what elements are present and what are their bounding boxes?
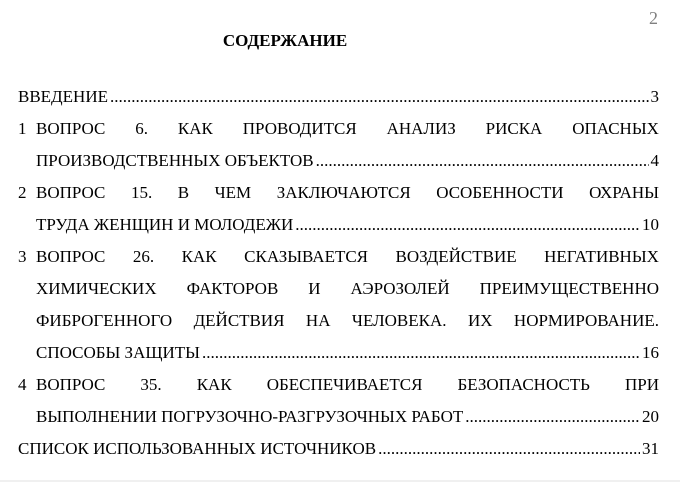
- dot-leader: [110, 84, 649, 110]
- toc-word: ОПАСНЫХ: [572, 119, 659, 138]
- toc-word: ХИМИЧЕСКИХ: [36, 279, 157, 298]
- toc-word: АНАЛИЗ: [386, 119, 456, 138]
- toc-entry-last-line: [18, 148, 659, 180]
- toc-word: ОХРАНЫ: [589, 183, 659, 202]
- dot-leader: [202, 340, 640, 366]
- toc-word: 6.: [135, 119, 149, 138]
- dot-leader: [465, 404, 640, 430]
- toc-page-number: 10: [642, 215, 659, 234]
- toc-entry-line: [18, 244, 659, 276]
- toc-word: НЕГАТИВНЫХ: [544, 247, 659, 266]
- toc-entry-text: СПОСОБЫ ЗАЩИТЫ: [36, 343, 200, 362]
- toc-entry-text: ВВЕДЕНИЕ: [18, 87, 108, 106]
- toc-word: 15.: [130, 183, 153, 202]
- toc-entry-line: [18, 372, 659, 404]
- toc-page-number: 20: [642, 407, 659, 426]
- toc-word: ВОЗДЕЙСТВИЕ: [395, 247, 517, 266]
- toc-word: И: [308, 279, 321, 298]
- toc-entry-text: ВЫПОЛНЕНИИ ПОГРУЗОЧНО-РАЗГРУЗОЧНЫХ РАБОТ: [36, 407, 464, 426]
- toc-page-number: 4: [650, 151, 659, 170]
- toc-word: АЭРОЗОЛЕЙ: [350, 279, 450, 298]
- toc-word: ФАКТОРОВ: [186, 279, 279, 298]
- dot-leader: [316, 148, 649, 174]
- toc-entry-line: [18, 308, 659, 340]
- toc-word: ПРИ: [624, 375, 659, 394]
- toc-word: ПРЕИМУЩЕСТВЕННО: [479, 279, 659, 298]
- toc-word: ФИБРОГЕННОГО: [36, 311, 173, 330]
- dot-leader: [378, 436, 640, 462]
- dot-leader: [295, 212, 640, 238]
- toc-word: ОСОБЕННОСТИ: [436, 183, 564, 202]
- toc-word: ИХ: [467, 311, 493, 330]
- toc-entry-2[interactable]: [18, 180, 659, 244]
- toc-word: ЧЕМ: [214, 183, 252, 202]
- toc-entry-number: 4: [18, 375, 27, 394]
- toc-word: В: [177, 183, 190, 202]
- toc-entry-intro[interactable]: [18, 84, 659, 116]
- toc-word: КАК: [177, 119, 213, 138]
- toc-entry-3[interactable]: [18, 244, 659, 372]
- toc-entry-line: [18, 180, 659, 212]
- toc-page-number: 3: [650, 87, 659, 106]
- toc-word: ВОПРОС: [36, 183, 106, 202]
- toc-word: ДЕЙСТВИЯ: [193, 311, 285, 330]
- toc-word: 26.: [132, 247, 155, 266]
- toc-word: НА: [305, 311, 331, 330]
- toc-word: ВОПРОС: [36, 375, 106, 394]
- toc-entry-references[interactable]: [18, 436, 659, 468]
- toc-entry-text: ТРУДА ЖЕНЩИН И МОЛОДЕЖИ: [36, 215, 294, 234]
- toc-word: БЕЗОПАСНОСТЬ: [457, 375, 590, 394]
- toc-word: РИСКА: [485, 119, 543, 138]
- page-title: СОДЕРЖАНИЕ: [222, 31, 348, 50]
- toc-word: ОБЕСПЕЧИВАЕТСЯ: [266, 375, 423, 394]
- toc-entry-last-line: [18, 404, 659, 436]
- toc-entry-number: 1: [18, 119, 27, 138]
- toc-word: 35.: [140, 375, 162, 394]
- toc-entry-line: [18, 116, 659, 148]
- toc-word: ЧЕЛОВЕКА.: [351, 311, 447, 330]
- toc-entry-4[interactable]: [18, 372, 659, 436]
- toc-page-number: 31: [642, 439, 659, 458]
- toc-entry-number: 3: [18, 247, 27, 266]
- toc-entry-line: [18, 276, 659, 308]
- toc-word: КАК: [196, 375, 232, 394]
- toc-entry-1[interactable]: [18, 116, 659, 180]
- toc-word: ЗАКЛЮЧАЮТСЯ: [276, 183, 411, 202]
- toc-word: НОРМИРОВАНИЕ.: [513, 311, 659, 330]
- toc-entry-last-line: [18, 212, 659, 244]
- toc-entry-number: 2: [18, 183, 27, 202]
- toc-word: КАК: [181, 247, 217, 266]
- toc-entry-text: ПРОИЗВОДСТВЕННЫХ ОБЪЕКТОВ: [36, 151, 314, 170]
- toc-word: ВОПРОС: [36, 119, 106, 138]
- toc-entry-last-line: [18, 340, 659, 372]
- toc-word: ПРОВОДИТСЯ: [242, 119, 357, 138]
- toc-word: ВОПРОС: [36, 247, 106, 266]
- page-number: 2: [649, 8, 658, 28]
- toc-items: [18, 116, 659, 436]
- table-of-contents: [18, 84, 659, 468]
- toc-word: СКАЗЫВАЕТСЯ: [244, 247, 369, 266]
- toc-page-number: 16: [642, 343, 659, 362]
- toc-entry-text: СПИСОК ИСПОЛЬЗОВАННЫХ ИСТОЧНИКОВ: [18, 439, 377, 458]
